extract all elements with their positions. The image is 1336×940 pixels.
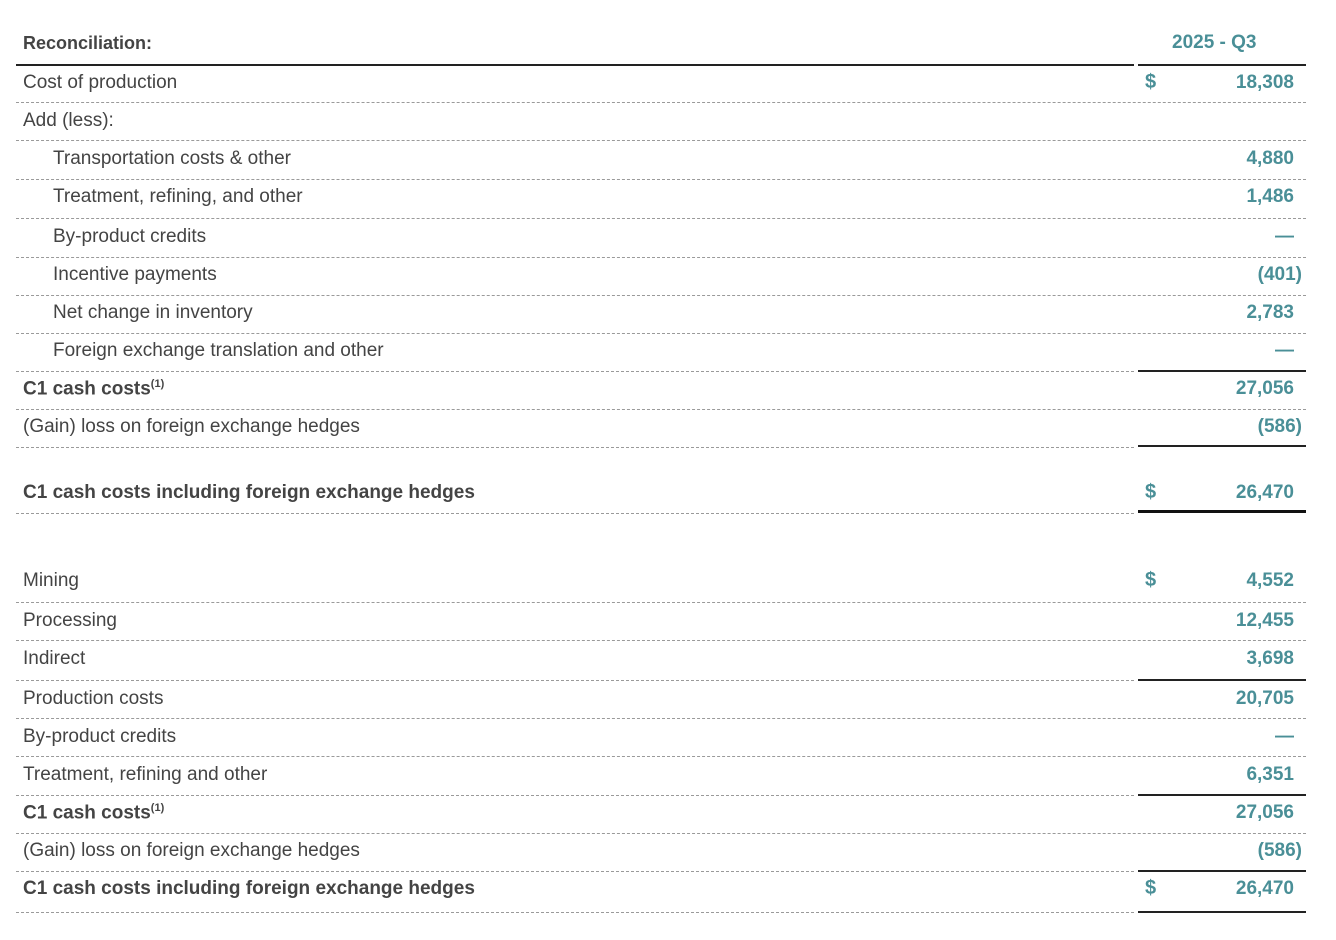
row-value: 3,698: [1246, 648, 1294, 669]
subtotal-label: C1 cash costs$^{(1)}$: [23, 378, 165, 400]
currency-symbol: $: [1145, 877, 1157, 899]
row-label: Transportation costs & other: [53, 148, 291, 169]
row-divider: [16, 371, 1134, 372]
row-divider: [16, 871, 1134, 872]
subtotal-rule: [1138, 679, 1306, 681]
row-label: (Gain) loss on foreign exchange hedges: [23, 416, 360, 437]
row-divider: [16, 718, 1306, 719]
header-rule-value: [1138, 64, 1306, 66]
total-rule: [1138, 911, 1306, 913]
row-divider: [16, 102, 1306, 103]
total-label: C1 cash costs including foreign exchange hedges: [23, 482, 475, 503]
row-divider: [16, 912, 1134, 913]
currency-symbol: $: [1145, 71, 1157, 93]
row-value: 6,351: [1246, 764, 1294, 785]
total-rule: [1138, 510, 1306, 513]
row-divider: [16, 680, 1134, 681]
period-column-header: 2025 - Q3: [1172, 32, 1257, 53]
row-divider: [16, 447, 1134, 448]
currency-symbol: $: [1145, 481, 1157, 503]
row-divider: [16, 218, 1306, 219]
row-label: (Gain) loss on foreign exchange hedges: [23, 840, 360, 861]
total-label: C1 cash costs including foreign exchange hedges: [23, 878, 475, 899]
row-label: Mining: [23, 570, 79, 591]
row-label: Net change in inventory: [53, 302, 253, 323]
row-divider: [16, 140, 1306, 141]
table-header-label: Reconciliation:: [23, 33, 153, 53]
subtotal-rule: [1138, 870, 1306, 872]
row-divider: [16, 795, 1134, 796]
row-divider: [16, 179, 1306, 180]
row-label: Add (less):: [23, 110, 114, 131]
subtotal-value: 27,056: [1235, 802, 1294, 823]
row-label: Cost of production: [23, 72, 178, 93]
row-label: By-product credits: [23, 726, 177, 747]
row-value: 4,552: [1246, 570, 1294, 591]
subtotal-label: C1 cash costs$^{(1)}$: [23, 802, 165, 824]
row-value: 1,486: [1246, 186, 1294, 207]
row-label: Production costs: [23, 688, 164, 709]
row-value: —: [1275, 726, 1294, 747]
row-divider: [16, 409, 1306, 410]
row-value: 2,783: [1246, 302, 1294, 323]
subtotal-value: 27,056: [1235, 378, 1294, 399]
row-label: Foreign exchange translation and other: [53, 340, 384, 361]
currency-symbol: $: [1145, 569, 1157, 591]
header-rule: [16, 64, 1134, 66]
row-value: 20,705: [1235, 688, 1294, 709]
row-label: Treatment, refining, and other: [53, 186, 303, 207]
subtotal-rule: [1138, 445, 1306, 447]
row-value: —: [1275, 340, 1294, 361]
row-divider: [16, 295, 1306, 296]
row-value: (586): [1257, 840, 1302, 861]
row-divider: [16, 333, 1306, 334]
total-value: 26,470: [1235, 482, 1294, 503]
row-divider: [16, 257, 1306, 258]
row-value: 12,455: [1235, 610, 1294, 631]
row-value: 4,880: [1246, 148, 1294, 169]
row-divider: [16, 640, 1306, 641]
row-value: 18,308: [1235, 72, 1294, 93]
subtotal-rule: [1138, 370, 1306, 372]
row-label: Incentive payments: [53, 264, 217, 285]
row-divider: [16, 513, 1134, 514]
row-divider: [16, 756, 1306, 757]
row-label: Indirect: [23, 648, 86, 669]
row-label: Processing: [23, 610, 117, 631]
row-label: By-product credits: [53, 226, 207, 247]
row-value: —: [1275, 226, 1294, 247]
row-label: Treatment, refining and other: [23, 764, 268, 785]
row-divider: [16, 833, 1306, 834]
row-divider: [16, 602, 1306, 603]
subtotal-rule: [1138, 794, 1306, 796]
total-value: 26,470: [1235, 878, 1294, 899]
row-value: (586): [1257, 416, 1302, 437]
row-value: (401): [1257, 264, 1302, 285]
